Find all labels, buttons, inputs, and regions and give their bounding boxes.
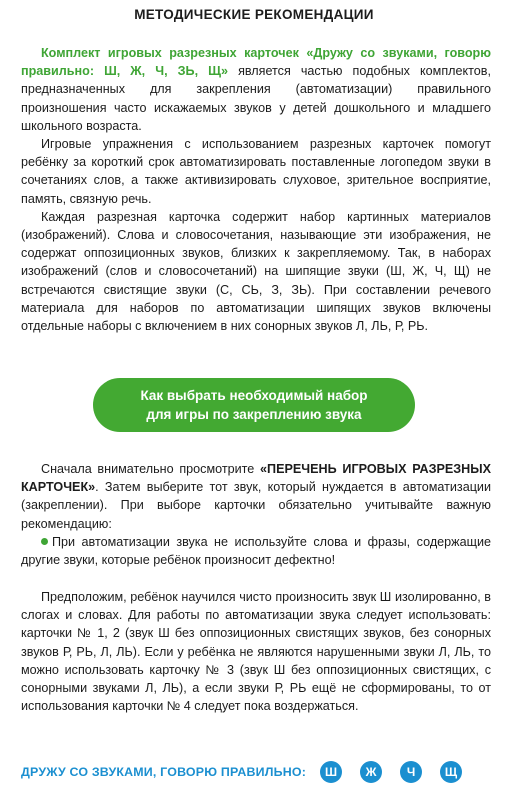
instructions-block xyxy=(21,460,491,569)
letter-badge-sh: Ш xyxy=(320,761,342,783)
example-block xyxy=(21,588,491,715)
intro-rest: является частью подобных комплектов, предназначенных для закрепления (автоматизации) правильного произношения часто искажаемых звуков у детей дошкольного и младшего школьного возраста. xyxy=(21,64,491,133)
intro-paragraph xyxy=(21,44,491,135)
paragraph-instructions xyxy=(21,460,491,533)
paragraph-example: Предположим, ребёнок научился чисто произносить звук Ш изолированно, в слогах и словах. Для работы по автоматизации звука следует использовать: карточки № 1, 2 (звук Ш без оппозиционных свистящих звуков, без сонорных звуков Р, РЬ, Л, ЛЬ). Если у ребёнка не являются нарушенными звуки Л, ЛЬ, то можно использовать карточку № 3 (звук Ш без оппозиционных свистящих, с сонорными звуками Л, ЛЬ), а если звуки Р, РЬ ещё не сформированы, то от использования карточки № 4 следует пока воздержаться. xyxy=(21,590,491,714)
instructions-part-2: . Затем выберите тот звук, который нуждается в автоматизации (закреплении). При выборе карточки обязательно учитывайте важную рекомендацию: xyxy=(21,480,491,531)
page-title: МЕТОДИЧЕСКИЕ РЕКОМЕНДАЦИИ xyxy=(134,7,374,22)
kit-name: Комплект игровых разрезных карточек «Дружу со звуками, говорю правильно: Ш, Ж, Ч, ЗЬ, Щ» xyxy=(21,46,491,79)
bullet-dot-icon xyxy=(41,538,48,545)
letter-badge-zh: Ж xyxy=(360,761,382,783)
footer xyxy=(21,760,491,784)
intro-block xyxy=(21,44,491,335)
recommendation-text: При автоматизации звука не используйте слова и фразы, содержащие другие звуки, которые ребёнок произносит дефектно! xyxy=(21,534,491,568)
footer-series-title: ДРУЖУ СО ЗВУКАМИ, ГОВОРЮ ПРАВИЛЬНО: xyxy=(21,765,307,779)
recommendation-bullet xyxy=(21,533,491,569)
paragraph-cards: Каждая разрезная карточка содержит набор картинных материалов (изображений). Слова и словосочетания, называющие эти изображения, не содержат оппозиционных звуков, близких к закрепляемому. Так, в наборах изображений (слов и словосочетаний) на шипящие звуки (Ш, Ж, Ч, Щ) не встречаются свистящие звуки (С, СЬ, З, ЗЬ). При составлении речевого материала для наборов по автоматизации шипящих звуков включены отдельные наборы с включением в них сонорных звуков Л, ЛЬ, Р, РЬ. xyxy=(21,209,491,334)
letter-badge-ch: Ч xyxy=(400,761,422,783)
paragraph-exercises: Игровые упражнения с использованием разрезных карточек помогут ребёнку за короткий срок автоматизировать поставленные логопедом звуки в сочетаниях слов, а также активизировать слуховое, зрительное восприятие, память, связную речь. xyxy=(21,137,491,206)
button-line-1: Как выбрать необходимый набор xyxy=(140,388,368,403)
button-line-2: для игры по закреплению звука xyxy=(146,407,362,422)
how-to-choose-button[interactable] xyxy=(93,378,415,432)
instructions-part-1: Сначала внимательно просмотрите xyxy=(41,462,261,476)
list-title-ref: «ПЕРЕЧЕНЬ ИГРОВЫХ РАЗРЕЗНЫХ КАРТОЧЕК» xyxy=(21,462,492,495)
letter-badge-shch: Щ xyxy=(440,761,462,783)
